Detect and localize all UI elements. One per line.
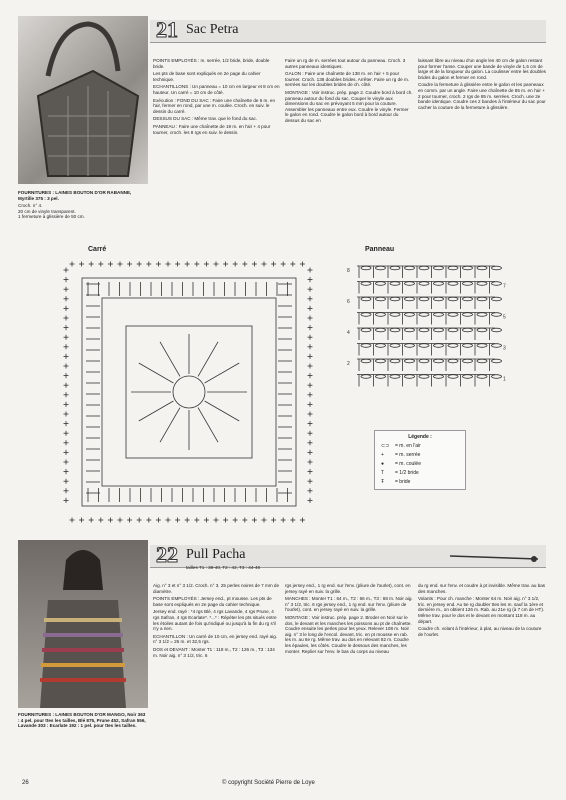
col3-p2: Coudre ch. volant à l'intérieur, à plat, au niveau de la couture de l'ourlet. — [418, 626, 542, 637]
col2-p0: Faire un rg de m. serrées tout autour du panneau. Croch. 3 autres panneaux identiques. — [285, 58, 406, 69]
chain-symbol — [448, 266, 458, 270]
chain-symbol — [463, 266, 473, 270]
chain-symbol — [477, 344, 487, 348]
col1-p0: POINTS EMPLOYÉS : m. serrée, 1/2 bride, bride, double bride. — [153, 58, 270, 69]
col1-p4: DOS et DEVANT : Monter T1 : 118 m., T2 : 126 m., T3 : 134 m. Noir aig. n° 3 1/2, tric. 6 — [153, 646, 275, 658]
chain-symbol — [463, 282, 473, 286]
chain-symbol — [361, 266, 371, 270]
chain-symbol — [390, 359, 400, 363]
chain-symbol — [376, 266, 386, 270]
section-22-supplies — [18, 712, 148, 731]
legend-sc: + = m. serrée — [381, 452, 421, 458]
chain-symbol — [405, 266, 415, 270]
legend-box — [374, 430, 466, 490]
chain-symbol — [434, 297, 444, 301]
vinyl: 20 cm de vinyle transparent. — [18, 208, 76, 214]
chain-symbol — [434, 344, 444, 348]
chain-symbol — [405, 313, 415, 317]
chain-symbol — [463, 297, 473, 301]
outer-round — [82, 278, 296, 506]
dc-symbol — [198, 408, 218, 443]
chain-symbol — [361, 313, 371, 317]
pattern-title: Pull Pacha — [186, 547, 246, 562]
col2-p2: MONTAGE : Voir instruc. prép. page 2. Broder en Noir sur le dos, le devant et les manches les poissons au pt de chaînette. Coudre ensuite les perles pour les yeux. Relever 108 m. Noir aig. n° 3 le long de l'encol. devant, tric. en pt mousse en rab. les m. au 6e rg. Même trav. au dos en relevant 82 m. Coudre les épaules, les côtés. Coudre le dessous des manches, les monter. Replier sur l'env. le bas du corps au niveau — [285, 614, 412, 654]
chain-symbol — [405, 328, 415, 332]
col1-p1: Les pts de base sont expliqués en 2e page du cahier technique. — [153, 71, 261, 82]
bag-illustration — [18, 16, 148, 184]
chain-symbol — [361, 375, 371, 379]
section-22-col3 — [418, 583, 546, 639]
chain-symbol — [390, 282, 400, 286]
row-number: 3 — [503, 345, 506, 352]
chain-symbol — [477, 297, 487, 301]
row-number: 7 — [503, 283, 506, 290]
chain-symbol — [361, 344, 371, 348]
knitting-needle-icon — [450, 553, 540, 563]
chain-symbol — [477, 313, 487, 317]
dc-symbol — [205, 363, 240, 383]
chain-symbol — [448, 328, 458, 332]
chain-symbol — [477, 375, 487, 379]
section-22-col2 — [285, 583, 413, 656]
dc-symbol — [139, 401, 174, 421]
col2-p0: rgs jersey end., 1 rg end. sur l'env. (pliure de l'ourlet), cont. en jersey rayé en suiv. la grille. — [285, 583, 411, 594]
col1-p2: Jersey end. rayé : *4 rgs Blé, 4 rgs Lavande, 4 rgs Prune, 4 rgs Safran, 4 rgs Ecarlate*. *...* : Répéter les pts situés entre les étoiles autant de fois qu'indiqué ou jusqu'à la fin du rg s'il n'y a rien. — [153, 609, 277, 632]
chain-symbol — [376, 313, 386, 317]
chain-symbol — [463, 313, 473, 317]
section-21-col1 — [153, 58, 281, 137]
chain-symbol — [434, 282, 444, 286]
chain-symbol — [376, 282, 386, 286]
chain-symbol — [419, 282, 429, 286]
sweater-photo — [18, 540, 148, 708]
chain-symbol — [376, 375, 386, 379]
pattern-number: 21 — [156, 17, 178, 42]
dc-symbol — [198, 342, 218, 377]
col3-p1: Coudre la fermeture à glissière entre le galon et les panneaux en comm. par un angle. Faire une chaînette de 85 m. en l'air + 2 pour tourner, croch. 2 rgs de 85 m. serrées. Croch. une 2e bande identique. Coudre ces 2 bandes à l'intérieur du sac pour cacher la couture de la fermeture à glissière. — [418, 82, 546, 110]
panneau-label: Panneau — [365, 246, 395, 253]
chain-symbol — [492, 297, 502, 301]
dc-symbol — [160, 342, 180, 377]
chain-symbol — [376, 297, 386, 301]
chain-symbol — [434, 328, 444, 332]
chain-symbol — [361, 282, 371, 286]
section-21-supplies — [18, 190, 148, 220]
chain-symbol — [448, 375, 458, 379]
chain-symbol — [405, 297, 415, 301]
col1-p3: ECHANTILLON : Un carré de 10 cm, en jersey end. rayé aig. n° 3 1/2 = 26 m. et 32,5 rgs. — [153, 633, 278, 645]
chain-symbol — [419, 344, 429, 348]
chain-symbol — [405, 375, 415, 379]
legend-hdc: T = 1/2 bride — [381, 470, 419, 476]
dc-symbol — [160, 408, 180, 443]
chain-symbol — [448, 282, 458, 286]
chain-symbol — [434, 375, 444, 379]
chain-symbol — [376, 328, 386, 332]
pattern-number: 22 — [156, 542, 178, 567]
chain-symbol — [390, 313, 400, 317]
chain-symbol — [405, 282, 415, 286]
zipper: 1 fermeture à glissière de 50 cm. — [18, 214, 85, 220]
section-21-col3 — [418, 58, 546, 112]
row-number: 4 — [347, 330, 350, 336]
chain-symbol — [390, 266, 400, 270]
col1-p5: PANNEAU : Faire une chaînette de 19 m. en l'air + 4 pour tourner, croch. les 8 rgs en suiv. le dessin. — [153, 123, 271, 135]
chain-symbol — [405, 344, 415, 348]
chain-symbol — [390, 297, 400, 301]
bag-photo — [18, 16, 148, 184]
section-22-header — [150, 542, 546, 570]
chain-symbol — [448, 344, 458, 348]
supplies-text: FOURNITURES : LAINES BOUTON D'OR MANGO, Noir 363 : 4 pel. pour ttes les tailles, Blé 875, Prune 452, Safran 556, Lavande 303 : Ecarlate 192 : 1 pel. pour ttes les tailles. — [18, 712, 146, 729]
chain-symbol — [434, 266, 444, 270]
legend-slip: ● = m. coulée — [381, 461, 421, 467]
chain-symbol — [390, 328, 400, 332]
legend-title: Légende : — [408, 434, 432, 440]
panneau-chart — [345, 258, 525, 398]
legend-dc: Ŧ = bride — [381, 479, 411, 485]
col2-p1: GALON : Faire une chaînette de 138 m. en l'air + 5 pour tourner. Croch. 138 doubles brides. Arrêter. Faire un rg de m. serrées sur les doubles brides de ch. côté. — [285, 71, 410, 88]
chain-symbol — [477, 266, 487, 270]
chain-symbol — [463, 359, 473, 363]
row-number: 1 — [503, 376, 506, 383]
row-number: 2 — [347, 361, 350, 367]
col3-p0: du rg end. sur l'env. et coudre à pt invisible. Même trav. au bas des manches. — [418, 583, 546, 594]
chain-symbol — [361, 297, 371, 301]
chain-symbol — [492, 266, 502, 270]
chain-symbol — [463, 328, 473, 332]
col1-p4: DESSUS DU SAC : Même trav. que le fond du sac. — [153, 116, 258, 122]
pattern-title: Sac Petra — [186, 22, 239, 37]
legend-chain: ⊂⊃ = m. en l'air — [381, 443, 421, 449]
chain-symbol — [419, 328, 429, 332]
row-number: 6 — [347, 299, 350, 305]
chain-symbol — [390, 344, 400, 348]
sizes: tailles T1 : 38-40, T2 : 42, T3 : 44-46 — [186, 565, 261, 570]
chain-symbol — [419, 266, 429, 270]
chain-symbol — [448, 313, 458, 317]
chain-symbol — [492, 359, 502, 363]
chain-symbol — [477, 328, 487, 332]
row-number: 5 — [503, 314, 506, 321]
chain-symbol — [405, 359, 415, 363]
chain-symbol — [463, 375, 473, 379]
supplies-text: FOURNITURES : LAINES BOUTON D'OR RABANNE, Myrtille 375 : 3 pel. — [18, 190, 132, 201]
chain-symbol — [463, 344, 473, 348]
col1-p3: Exécution : FOND DU SAC : Faire une chaînette de 6 m. en l'air, fermer en rond, par une m. coulée. Croch. en suiv. le dessin du carré. — [153, 97, 276, 114]
section-21-header — [150, 17, 546, 43]
chain-symbol — [492, 282, 502, 286]
chain-symbol — [434, 359, 444, 363]
chain-symbol — [477, 359, 487, 363]
chain-symbol — [419, 297, 429, 301]
chain-symbol — [376, 344, 386, 348]
col2-p2: MONTAGE : Voir instruc. prép. page 2. Coudre bord à bord ch. panneau autour du fond du sac. Couper le vinyle aux dimensions du sac en prévoyant 5 mm pour la couture. Assembler les panneaux entre eux. Coudre le vinyle. Fermer le galon en rond. Coudre le galon bord à bord autour du dessus du sac en — [285, 89, 413, 123]
chain-symbol — [419, 359, 429, 363]
col3-p1: Volants : Pour ch. manche : Monter 64 m. Noir aig. n° 3 1/2, tric. en jersey end. Au 5e rg doubler ttes les m. sauf la 1ère et dernière m., on obtient 126 m. Rab. au 21e rg (à 7 cm de HT). Même trav. pour le dos et le devant en montant 118 m. au départ. — [418, 596, 545, 624]
chain-symbol — [419, 375, 429, 379]
chain-symbol — [390, 375, 400, 379]
hook-size: Croch. n° 4. — [18, 203, 43, 209]
chain-symbol — [492, 375, 502, 379]
chain-symbol — [419, 313, 429, 317]
chain-symbol — [448, 359, 458, 363]
col3-p0: laissant libre au niveau d'un angle les 40 cm de galon restant pour former l'anse. Couper une bande de vinyle de 1,5 cm de large et de la longueur du galon. La coulisser entre les doubles brides du galon et fermer en rond. — [418, 58, 546, 80]
chain-symbol — [361, 328, 371, 332]
section-22-col1 — [153, 583, 281, 660]
carre-label: Carré — [88, 246, 107, 253]
chain-symbol — [492, 344, 502, 348]
sweater-illustration — [18, 540, 148, 708]
chain-symbol — [492, 328, 502, 332]
copyright: © copyright Société Pierre de Loye — [222, 780, 315, 786]
col1-p2: ECHANTILLONS : Un panneau = 10 cm en largeur et 8 cm en hauteur. Un carré = 10 cm de côté. — [153, 84, 280, 95]
chain-symbol — [492, 313, 502, 317]
chain-symbol — [477, 282, 487, 286]
carre-chart — [60, 258, 318, 526]
dc-symbol — [139, 363, 174, 383]
chain-symbol — [434, 313, 444, 317]
center-ring — [173, 376, 205, 408]
col2-p1: MANCHES : Monter T1 : 64 m., T2 : 66 m., T3 : 68 m. Noir aig. n° 3 1/2, tric. 6 rgs jersey end., 1 rg end. sur l'env. (pliure de l'ourlet), cont. en jersey rayé en suiv. la grille. — [285, 596, 413, 613]
page-number: 26 — [22, 780, 29, 786]
section-21-col2 — [285, 58, 413, 126]
chain-symbol — [361, 359, 371, 363]
dc-symbol — [205, 401, 240, 421]
row-number: 8 — [347, 268, 350, 274]
col1-p1: POINTS EMPLOYÉS : Jersey end., pt mousse. Les pts de base sont expliqués en 2e page du cahier technique. — [153, 596, 272, 607]
chain-symbol — [376, 359, 386, 363]
col1-p0: Aig. n° 3 et n° 3 1/2. Croch. n° 3. 25 perles noires de 7 mm de diamètre. — [153, 583, 280, 594]
chain-symbol — [448, 297, 458, 301]
